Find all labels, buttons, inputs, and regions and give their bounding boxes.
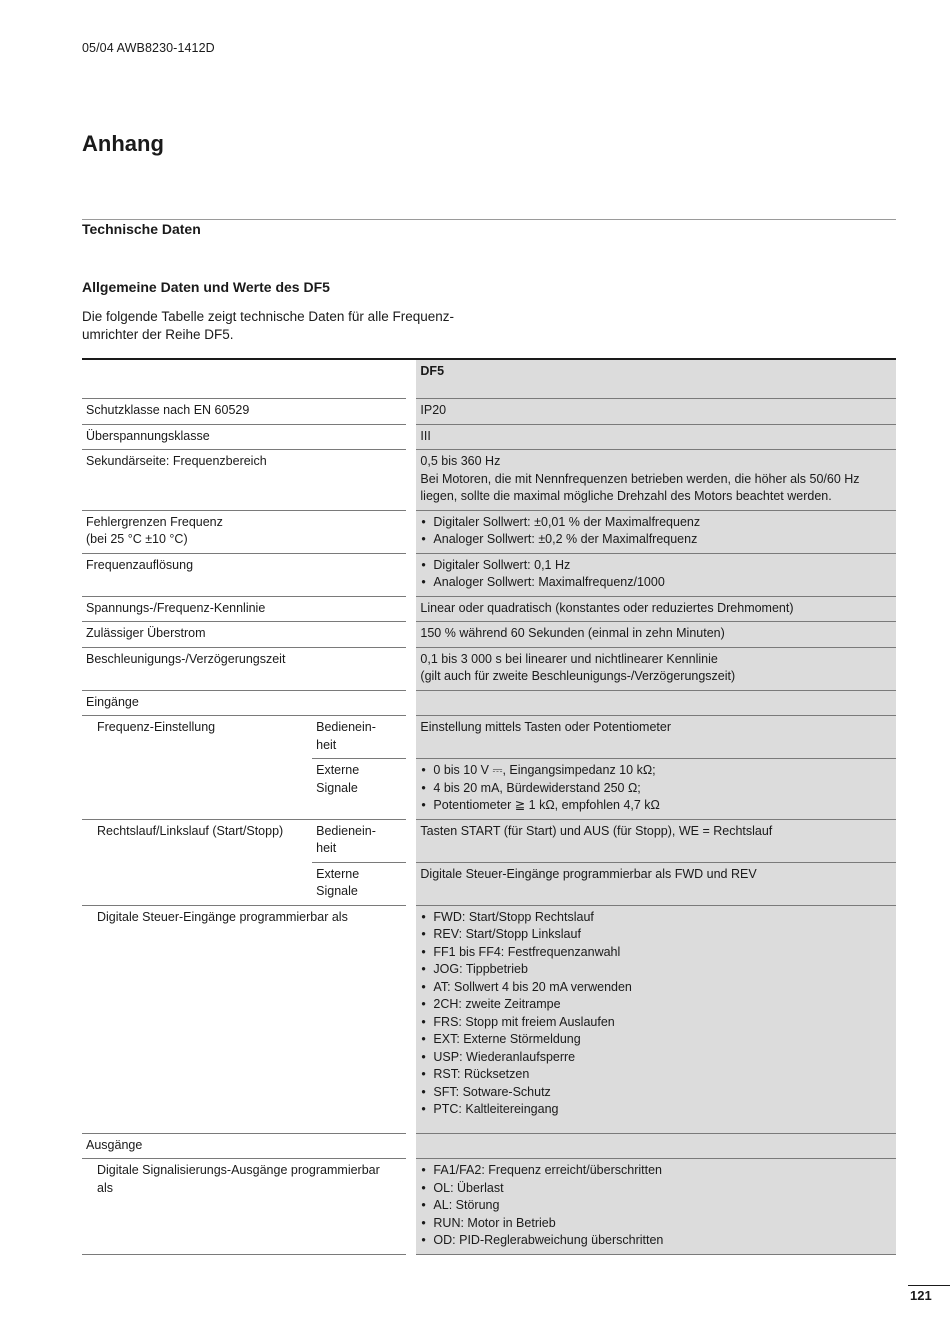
bullet-item: • FF1 bis FF4: Festfrequenzanwahl <box>420 944 892 962</box>
bullet-item: • FWD: Start/Stopp Rechtslauf <box>420 909 892 927</box>
bullet-item: • 2CH: zweite Zeitrampe <box>420 996 892 1014</box>
row-label: Sekundärseite: Frequenzbereich <box>82 450 406 511</box>
section-rule <box>82 219 896 220</box>
sublabel-line: heit <box>316 841 337 855</box>
bullet-item: • FRS: Stopp mit freiem Auslaufen <box>420 1014 892 1032</box>
bullet-item: • JOG: Tippbetrieb <box>420 961 892 979</box>
bullet-item: • SFT: Sotware-Schutz <box>420 1084 892 1102</box>
table-row <box>82 716 896 759</box>
page-number: 121 <box>910 1288 932 1303</box>
table-header-row <box>82 359 896 399</box>
row-value: IP20 <box>416 399 896 425</box>
value-line: Bei Motoren, die mit Nennfrequenzen betrieben werden, die höher als 50/60 Hz <box>420 471 860 486</box>
subsection-title: Allgemeine Daten und Werte des DF5 <box>82 279 330 295</box>
table-row <box>82 553 896 596</box>
table-row <box>82 510 896 553</box>
bullet-item: • Digitaler Sollwert: ±0,01 % der Maximalfrequenz <box>420 514 892 532</box>
bullet-item: • RUN: Motor in Betrieb <box>420 1215 892 1233</box>
row-sublabel <box>312 819 406 862</box>
row-label: Digitale Steuer-Eingänge programmierbar als <box>82 905 406 1133</box>
sublabel-line: Externe <box>316 866 360 881</box>
bullet-list <box>420 909 892 1119</box>
table-row <box>82 905 896 1133</box>
row-sublabel <box>312 716 406 759</box>
bullet-item: • EXT: Externe Störmeldung <box>420 1031 892 1049</box>
value-line: 0,5 bis 360 Hz <box>420 454 501 468</box>
row-value <box>416 510 896 553</box>
row-value: Digitale Steuer-Eingänge programmierbar als FWD und REV <box>416 862 896 905</box>
bullet-item: • USP: Wiederanlaufsperre <box>420 1049 892 1067</box>
section-title: Technische Daten <box>82 221 201 237</box>
table-row <box>82 647 896 690</box>
row-value <box>416 647 896 690</box>
row-value <box>416 759 896 820</box>
row-label: Beschleunigungs-/Verzögerungszeit <box>82 647 406 690</box>
bullet-item: • RST: Rücksetzen <box>420 1066 892 1084</box>
document-code: 05/04 AWB8230-1412D <box>82 41 215 55</box>
bullet-list <box>420 514 892 549</box>
table-group-row <box>82 1133 896 1159</box>
table-row <box>82 622 896 648</box>
row-label: Rechtslauf/Linkslauf (Start/Stopp) <box>82 819 312 905</box>
group-label-ausgaenge: Ausgänge <box>82 1133 406 1159</box>
row-label: Frequenzauflösung <box>82 553 406 596</box>
bullet-item: • PTC: Kaltleitereingang <box>420 1101 892 1119</box>
row-label: Frequenz-Einstellung <box>82 716 312 820</box>
group-label-eingaenge: Eingänge <box>82 690 406 716</box>
row-label <box>82 510 406 553</box>
bullet-item: • 4 bis 20 mA, Bürdewiderstand 250 Ω; <box>420 780 892 798</box>
value-line: liegen, sollte die maximal mögliche Drehzahl des Motors beachtet werden. <box>420 489 832 503</box>
label-line: (bei 25 °C ±10 °C) <box>86 532 188 546</box>
bullet-item: • OL: Überlast <box>420 1180 892 1198</box>
value-line: (gilt auch für zweite Beschleunigungs-/Verzögerungszeit) <box>420 669 736 683</box>
table-row <box>82 450 896 511</box>
bullet-list <box>420 762 892 815</box>
row-label: Überspannungsklasse <box>82 424 406 450</box>
bullet-item: • REV: Start/Stopp Linkslauf <box>420 926 892 944</box>
row-sublabel <box>312 759 406 820</box>
label-line: Digitale Signalisierungs-Ausgänge programmierbar <box>97 1163 380 1177</box>
row-sublabel <box>312 862 406 905</box>
table-row <box>82 399 896 425</box>
sublabel-line: Bedienein- <box>316 720 376 734</box>
row-label: Zulässiger Überstrom <box>82 622 406 648</box>
row-value <box>416 905 896 1133</box>
row-label: Spannungs-/Frequenz-Kennlinie <box>82 596 406 622</box>
bullet-list <box>420 1162 892 1250</box>
row-label: Schutzklasse nach EN 60529 <box>82 399 406 425</box>
spec-table <box>82 358 896 1255</box>
page-number-rule <box>908 1285 950 1286</box>
bullet-item: • OD: PID-Reglerabweichung überschritten <box>420 1232 892 1250</box>
row-value <box>416 450 896 511</box>
bullet-item: • Digitaler Sollwert: 0,1 Hz <box>420 557 892 575</box>
bullet-item: • 0 bis 10 V ⎓, Eingangsimpedanz 10 kΩ; <box>420 762 892 780</box>
row-value <box>416 553 896 596</box>
sublabel-line: Signale <box>316 884 358 898</box>
sublabel-line: heit <box>316 737 337 752</box>
bullet-item: • Analoger Sollwert: Maximalfrequenz/1000 <box>420 574 892 592</box>
table-row <box>82 819 896 862</box>
sublabel-line: Signale <box>316 780 358 795</box>
table-row <box>82 596 896 622</box>
bullet-item: • Analoger Sollwert: ±0,2 % der Maximalfrequenz <box>420 531 892 549</box>
value-line: 0,1 bis 3 000 s bei linearer und nichtlinearer Kennlinie <box>420 651 718 666</box>
table-group-row <box>82 690 896 716</box>
label-line: Fehlergrenzen Frequenz <box>86 514 223 529</box>
row-value: Linear oder quadratisch (konstantes oder reduziertes Drehmoment) <box>416 596 896 622</box>
bullet-item: • Potentiometer ≧ 1 kΩ, empfohlen 4,7 kΩ <box>420 797 892 815</box>
column-header-df5: DF5 <box>416 359 896 399</box>
intro-paragraph <box>82 308 462 344</box>
row-value: Einstellung mittels Tasten oder Potentiometer <box>416 716 896 759</box>
intro-line: umrichter der Reihe DF5. <box>82 327 234 342</box>
sublabel-line: Bedienein- <box>316 823 376 838</box>
label-line: als <box>97 1180 113 1195</box>
table-row <box>82 1159 896 1255</box>
row-value: Tasten START (für Start) und AUS (für Stopp), WE = Rechtslauf <box>416 819 896 862</box>
row-value <box>416 1159 896 1255</box>
table-row <box>82 424 896 450</box>
bullet-item: • FA1/FA2: Frequenz erreicht/überschritten <box>420 1162 892 1180</box>
bullet-item: • AT: Sollwert 4 bis 20 mA verwenden <box>420 979 892 997</box>
bullet-list <box>420 557 892 592</box>
chapter-title: Anhang <box>82 131 164 156</box>
sublabel-line: Externe <box>316 763 360 777</box>
row-value: III <box>416 424 896 450</box>
row-label <box>82 1159 406 1255</box>
bullet-item: • AL: Störung <box>420 1197 892 1215</box>
intro-line: Die folgende Tabelle zeigt technische Daten für alle Frequenz- <box>82 309 454 324</box>
row-value: 150 % während 60 Sekunden (einmal in zehn Minuten) <box>416 622 896 648</box>
